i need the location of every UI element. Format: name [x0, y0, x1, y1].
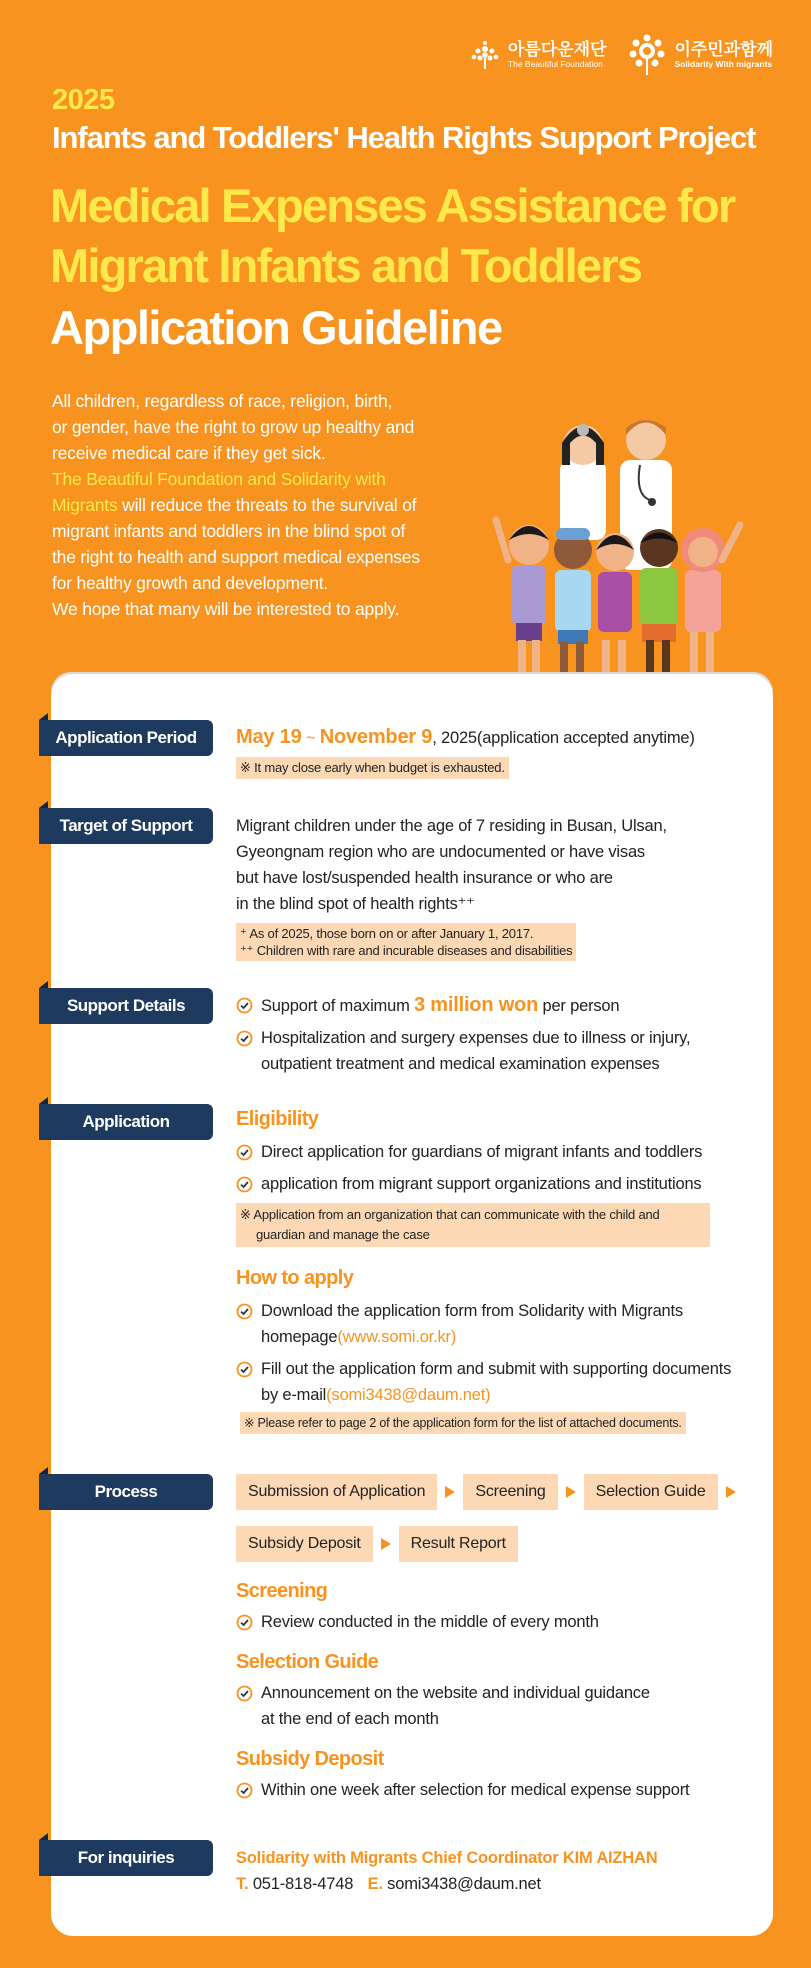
target-note-1: ⁺ As of 2025, those born on or after January 1, 2017.	[240, 926, 534, 941]
how-item	[236, 1356, 766, 1408]
title-line-2: Migrant Infants and Toddlers	[50, 239, 642, 292]
child-3-figure	[596, 533, 634, 674]
process-step: Result Report	[399, 1526, 518, 1562]
process-step: Submission of Application	[236, 1474, 437, 1510]
period-content	[236, 724, 766, 779]
section-label-application: Application	[39, 1104, 213, 1140]
contact-email[interactable]: somi3438@daum.net	[382, 1875, 541, 1893]
email-label: E.	[367, 1875, 383, 1893]
intro-text	[52, 388, 492, 622]
process-step: Subsidy Deposit	[236, 1526, 373, 1562]
email-link[interactable]: (somi3438@daum.net)	[326, 1386, 491, 1404]
child-2-figure	[554, 528, 592, 674]
homepage-link[interactable]: (www.somi.or.kr)	[337, 1328, 457, 1346]
arrow-right-icon	[445, 1486, 455, 1498]
intro-line: All children, regardless of race, religion, birth,	[52, 391, 393, 411]
flower-icon	[468, 40, 502, 70]
eligibility-note-2: guardian and manage the case	[256, 1227, 430, 1242]
year: 2025	[52, 84, 115, 116]
support-text: Hospitalization and surgery expenses due to illness or injury,	[261, 1029, 691, 1047]
target-line: but have lost/suspended health insurance or who are	[236, 869, 613, 887]
process-content	[236, 1474, 766, 1803]
eligibility-heading: Eligibility	[236, 1108, 319, 1130]
process-step: Selection Guide	[584, 1474, 718, 1510]
arrow-right-icon	[566, 1486, 576, 1498]
screening-heading: Screening	[236, 1580, 328, 1602]
eligibility-item	[236, 1171, 766, 1197]
partner-logos	[468, 34, 773, 76]
logo-name-ko: 아름다운재단	[507, 39, 607, 59]
support-item	[236, 1025, 766, 1077]
period-note: ※ It may close early when budget is exhausted.	[236, 757, 509, 779]
contact-person: Solidarity with Migrants Chief Coordinator KIM AIZHAN	[236, 1849, 658, 1867]
intro-line: receive medical care if they get sick.	[52, 443, 326, 463]
check-circle-icon	[236, 1614, 253, 1631]
check-circle-icon	[236, 1176, 253, 1193]
target-line: in the blind spot of health rights⁺⁺	[236, 895, 475, 913]
check-circle-icon	[236, 1303, 253, 1320]
intro-line: for healthy growth and development.	[52, 573, 329, 593]
eligibility-note-1: ※ Application from an organization that can communicate with the child and	[240, 1207, 660, 1222]
process-step: Screening	[463, 1474, 557, 1510]
arrow-right-icon	[726, 1486, 736, 1498]
intro-line: migrant infants and toddlers in the blind spot of	[52, 521, 406, 541]
child-5-figure	[681, 525, 740, 674]
section-label-process: Process	[39, 1474, 213, 1510]
process-flow-row-2	[236, 1526, 766, 1562]
check-circle-icon	[236, 1144, 253, 1161]
main-title	[50, 176, 734, 296]
eligibility-item	[236, 1139, 766, 1165]
intro-text-span: will reduce the threats to the survival of	[117, 495, 417, 515]
support-text: Support of maximum	[261, 997, 415, 1015]
support-item	[236, 992, 766, 1019]
eligibility-note-box	[236, 1203, 710, 1247]
deposit-text: Within one week after selection for medical expense support	[261, 1781, 690, 1799]
process-flow-row-1	[236, 1474, 766, 1510]
check-circle-icon	[236, 1361, 253, 1378]
inquiries-content	[236, 1845, 766, 1897]
target-content	[236, 813, 766, 961]
attachments-note: ※ Please refer to page 2 of the application form for the list of attached documents.	[240, 1412, 686, 1434]
eligibility-text: Direct application for guardians of migrant infants and toddlers	[261, 1143, 703, 1161]
phone-number[interactable]: 051-818-4748	[248, 1875, 354, 1893]
target-note-2: ⁺⁺ Children with rare and incurable diseases and disabilities	[240, 943, 573, 958]
section-label-target: Target of Support	[39, 808, 213, 844]
how-text: by e-mail	[261, 1386, 327, 1404]
logo-name-en: The Beautiful Foundation	[507, 58, 603, 69]
project-name: Infants and Toddlers' Health Rights Support Project	[52, 120, 756, 155]
screening-item	[236, 1609, 766, 1635]
title-line-1: Medical Expenses Assistance for	[50, 179, 735, 232]
target-line: Gyeongnam region who are undocumented or have visas	[236, 843, 645, 861]
check-circle-icon	[236, 1685, 253, 1702]
sun-flower-icon	[626, 34, 668, 76]
how-text: Download the application form from Solidarity with Migrants	[261, 1302, 683, 1320]
logo-name-ko: 이주민과함께	[674, 39, 773, 59]
phone-label: T.	[236, 1875, 249, 1893]
selection-text: at the end of each month	[261, 1710, 439, 1728]
solidarity-logo	[626, 34, 773, 76]
intro-highlight: Migrants	[52, 495, 118, 515]
doctor-female-figure	[560, 424, 606, 540]
intro-line: the right to health and support medical expenses	[52, 547, 420, 567]
check-circle-icon	[236, 1782, 253, 1799]
check-circle-icon	[236, 997, 253, 1014]
how-item	[236, 1298, 766, 1350]
section-label-support: Support Details	[39, 988, 213, 1024]
section-label-application-period: Application Period	[39, 720, 213, 756]
screening-text: Review conducted in the middle of every month	[261, 1613, 599, 1631]
section-label-inquiries: For inquiries	[39, 1840, 213, 1876]
deposit-heading: Subsidy Deposit	[236, 1748, 384, 1770]
period-end: November 9	[319, 726, 433, 748]
support-text: per person	[538, 997, 620, 1015]
how-to-apply-heading: How to apply	[236, 1267, 354, 1289]
children-doctors-illustration	[490, 410, 780, 685]
intro-line: We hope that many will be interested to apply.	[52, 599, 400, 619]
beautiful-foundation-logo	[468, 40, 607, 70]
child-1-figure	[496, 520, 549, 672]
selection-text: Announcement on the website and individual guidance	[261, 1684, 650, 1702]
support-content	[236, 992, 766, 1077]
selection-heading: Selection Guide	[236, 1651, 379, 1673]
period-rest: , 2025(application accepted anytime)	[432, 729, 695, 747]
arrow-right-icon	[381, 1538, 391, 1550]
period-start: May 19	[236, 726, 302, 748]
deposit-item	[236, 1777, 766, 1803]
how-text: homepage	[261, 1328, 338, 1346]
eligibility-text: application from migrant support organizations and institutions	[261, 1175, 702, 1193]
selection-item	[236, 1680, 766, 1732]
application-content	[236, 1108, 766, 1434]
how-text: Fill out the application form and submit with supporting documents	[261, 1360, 732, 1378]
check-circle-icon	[236, 1030, 253, 1047]
period-sep: ~	[301, 729, 320, 747]
title-line-3: Application Guideline	[50, 301, 502, 354]
target-note-box	[236, 923, 576, 961]
support-text: outpatient treatment and medical examination expenses	[261, 1055, 660, 1073]
intro-line-highlight: The Beautiful Foundation and Solidarity with	[52, 469, 386, 489]
child-4-figure	[640, 529, 678, 674]
logo-name-en: Solidarity With migrants	[674, 58, 773, 69]
support-amount: 3 million won	[414, 994, 539, 1016]
target-line: Migrant children under the age of 7 residing in Busan, Ulsan,	[236, 817, 667, 835]
intro-line: or gender, have the right to grow up healthy and	[52, 417, 415, 437]
